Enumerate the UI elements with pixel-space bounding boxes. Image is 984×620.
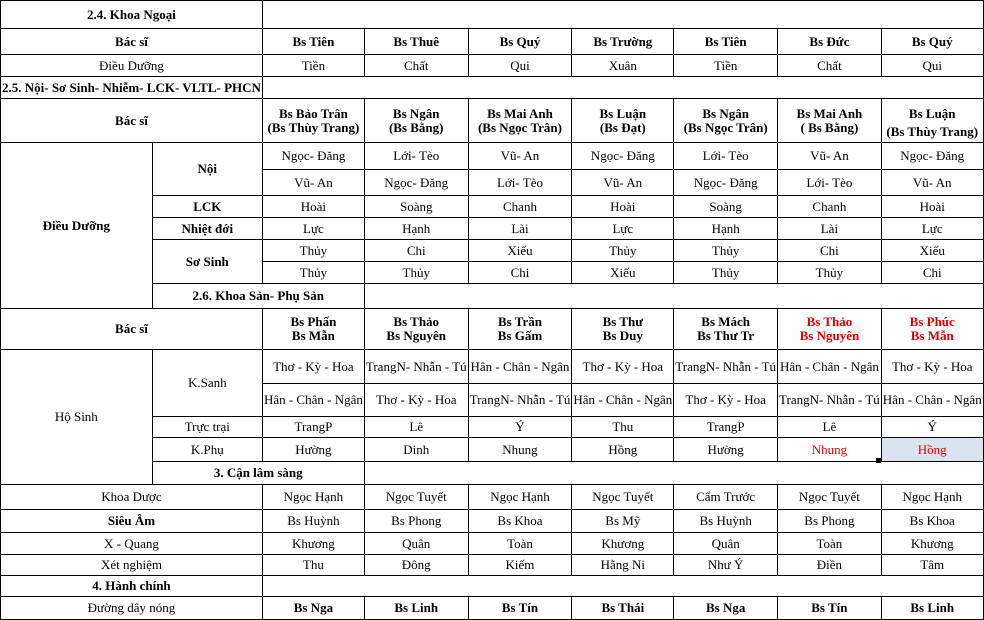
value-cell[interactable]: Quân bbox=[364, 533, 468, 555]
value-cell[interactable]: Lê bbox=[778, 417, 882, 438]
value-cell[interactable]: Ngọc- Đăng bbox=[674, 170, 778, 196]
value-cell[interactable]: Đông bbox=[364, 555, 468, 576]
value-cell[interactable]: Ngọc- Đăng bbox=[364, 170, 468, 196]
value-cell[interactable]: Dinh bbox=[364, 438, 468, 462]
doctor-cell[interactable]: Bs Trường bbox=[572, 29, 674, 55]
value-cell[interactable]: Hường bbox=[674, 438, 778, 462]
section-title-can-lam-sang[interactable]: 3. Cận lâm sàng bbox=[152, 462, 364, 485]
value-cell[interactable]: Khương bbox=[881, 533, 983, 555]
nurse-cell[interactable]: Xuân bbox=[572, 55, 674, 77]
section-row-fill[interactable] bbox=[364, 462, 983, 485]
value-cell[interactable]: Bs Phong bbox=[778, 510, 882, 533]
value-cell[interactable]: Khương bbox=[572, 533, 674, 555]
cell-line: (Bs Đạt) bbox=[599, 119, 646, 135]
value-cell[interactable]: Bs Tín bbox=[778, 597, 882, 620]
value-cell[interactable]: Hạnh bbox=[364, 218, 468, 240]
doctor-cell[interactable] bbox=[572, 309, 674, 350]
section-title-khoa-san[interactable]: 2.6. Khoa Sản- Phụ Sản bbox=[152, 284, 364, 309]
value-cell[interactable]: Chi bbox=[778, 240, 882, 262]
doctor-cell[interactable] bbox=[778, 99, 882, 143]
value-cell[interactable]: Lới- Tèo bbox=[674, 143, 778, 170]
value-cell[interactable]: Hạnh bbox=[674, 218, 778, 240]
lck-label[interactable]: LCK bbox=[152, 196, 262, 218]
value-cell[interactable]: Bs Linh bbox=[364, 597, 468, 620]
bac-si-label[interactable]: Bác sĩ bbox=[1, 99, 263, 143]
value-cell[interactable]: Lới- Tèo bbox=[364, 143, 468, 170]
value-cell[interactable]: Thơ - Kỳ - Hoa bbox=[364, 384, 468, 417]
value-cell[interactable]: Ngọc- Đăng bbox=[262, 143, 364, 170]
value-cell[interactable]: Thủy bbox=[262, 240, 364, 262]
duong-day-nong-label[interactable]: Đường dây nóng bbox=[1, 597, 263, 620]
table-row bbox=[1, 143, 984, 170]
cell-line: (Bs Thùy Trang) bbox=[886, 123, 979, 139]
value-cell[interactable]: Bs Nga bbox=[262, 597, 364, 620]
doctor-cell[interactable] bbox=[468, 99, 572, 143]
value-cell[interactable]: Hân - Chân - Ngân bbox=[468, 350, 572, 384]
value-cell[interactable]: Kiếm bbox=[468, 555, 572, 576]
value-cell[interactable]: Thủy bbox=[262, 262, 364, 284]
table-row bbox=[1, 485, 984, 510]
x-quang-label[interactable]: X - Quang bbox=[1, 533, 263, 555]
table-row bbox=[1, 1, 984, 29]
value-cell[interactable]: Hường bbox=[262, 438, 364, 462]
doctor-cell[interactable] bbox=[364, 99, 468, 143]
value-cell[interactable]: Thủy bbox=[364, 262, 468, 284]
value-cell[interactable]: Xiếu bbox=[572, 262, 674, 284]
table-row bbox=[1, 555, 984, 576]
cell-line: (Bs Ngọc Trân) bbox=[477, 119, 562, 135]
value-cell[interactable]: Chi bbox=[468, 262, 572, 284]
value-cell[interactable]: Xiếu bbox=[881, 240, 983, 262]
table-row bbox=[1, 350, 984, 384]
khoa-duoc-label[interactable]: Khoa Dược bbox=[1, 485, 263, 510]
sieu-am-label[interactable]: Siêu Âm bbox=[1, 510, 263, 533]
cell-line: Bs Mai Anh bbox=[487, 105, 553, 121]
value-cell[interactable]: Vũ- An bbox=[262, 170, 364, 196]
value-cell[interactable]: Hoài bbox=[881, 196, 983, 218]
table-row bbox=[1, 77, 984, 99]
value-cell[interactable]: Thủy bbox=[572, 240, 674, 262]
table-row bbox=[1, 510, 984, 533]
cell-line: Bs Thư Tr bbox=[697, 328, 755, 343]
value-cell[interactable]: Xiếu bbox=[468, 240, 572, 262]
cell-line: Bs Gấm bbox=[497, 328, 543, 343]
doctor-cell[interactable] bbox=[674, 309, 778, 350]
table-row bbox=[1, 597, 984, 620]
value-cell[interactable]: Lê bbox=[364, 417, 468, 438]
nurse-cell[interactable]: Chất bbox=[364, 55, 468, 77]
cell-line: Bs Trần bbox=[498, 314, 542, 329]
value-cell[interactable]: Hân - Chân - Ngân bbox=[778, 350, 882, 384]
value-cell[interactable]: Ngọc Hạnh bbox=[262, 485, 364, 510]
value-cell[interactable]: TrangN- Nhẫn - Tú bbox=[674, 350, 778, 384]
value-cell[interactable]: Hoài bbox=[262, 196, 364, 218]
doctor-cell[interactable] bbox=[674, 99, 778, 143]
doctor-cell[interactable] bbox=[881, 99, 983, 143]
value-cell[interactable]: TrangP bbox=[262, 417, 364, 438]
value-cell[interactable]: Thơ - Kỳ - Hoa bbox=[262, 350, 364, 384]
section-row-fill[interactable] bbox=[364, 284, 983, 309]
doctor-cell[interactable] bbox=[468, 309, 572, 350]
value-cell[interactable]: Bs Thái bbox=[572, 597, 674, 620]
value-cell[interactable]: Thơ - Kỳ - Hoa bbox=[572, 350, 674, 384]
value-cell[interactable]: Bs Huỳnh bbox=[262, 510, 364, 533]
cell-line: Bs Thảo bbox=[806, 314, 853, 329]
value-cell[interactable]: Bs Huỳnh bbox=[674, 510, 778, 533]
xet-nghiem-label[interactable]: Xét nghiệm bbox=[1, 555, 263, 576]
selection-fill-handle[interactable] bbox=[876, 458, 881, 463]
doctor-cell[interactable]: Bs Thuê bbox=[364, 29, 468, 55]
bac-si-label[interactable]: Bác sĩ bbox=[1, 309, 263, 350]
nurse-cell[interactable]: Qui bbox=[881, 55, 983, 77]
cell-line: ( Bs Bằng) bbox=[800, 119, 859, 135]
value-cell[interactable]: Soàng bbox=[674, 196, 778, 218]
value-cell[interactable]: Ý bbox=[468, 417, 572, 438]
value-cell[interactable]: Toàn bbox=[778, 533, 882, 555]
value-cell[interactable]: Thu bbox=[262, 555, 364, 576]
section-title-khoa-ngoai[interactable]: 2.4. Khoa Ngoại bbox=[1, 1, 263, 29]
noi-label[interactable]: Nội bbox=[152, 143, 262, 196]
nurse-cell[interactable]: Qui bbox=[468, 55, 572, 77]
cell-line: Bs Mai Anh bbox=[796, 105, 863, 121]
value-cell[interactable]: Soàng bbox=[364, 196, 468, 218]
value-cell[interactable]: Chi bbox=[364, 240, 468, 262]
cell-line: Bs Ngân bbox=[702, 105, 749, 121]
cell-line: Bs Thảo bbox=[393, 314, 440, 329]
value-cell[interactable]: Hồng bbox=[572, 438, 674, 462]
value-cell[interactable]: Ngọc Hạnh bbox=[881, 485, 983, 510]
dieu-duong-label[interactable]: Điều Dưỡng bbox=[1, 55, 263, 77]
value-cell[interactable]: TrangN- Nhẫn - Tú bbox=[778, 384, 882, 417]
value-cell[interactable]: Lới- Tèo bbox=[778, 170, 882, 196]
doctor-cell[interactable] bbox=[572, 99, 674, 143]
cell-line: (Bs Thùy Trang) bbox=[267, 119, 360, 135]
cell-line: Bs Duy bbox=[602, 328, 643, 343]
value-cell[interactable]: Khương bbox=[262, 533, 364, 555]
doctor-cell[interactable]: Bs Quý bbox=[468, 29, 572, 55]
value-cell[interactable]: Hằng Ni bbox=[572, 555, 674, 576]
value-cell[interactable]: Thơ - Kỳ - Hoa bbox=[881, 350, 983, 384]
doctor-cell[interactable] bbox=[262, 99, 364, 143]
value-cell[interactable]: Hân - Chân - Ngân bbox=[262, 384, 364, 417]
value-cell[interactable]: Lực bbox=[572, 218, 674, 240]
section-title-noi[interactable]: 2.5. Nội- Sơ Sinh- Nhiễm- LCK- VLTL- PHCN bbox=[1, 77, 263, 99]
value-cell[interactable]: Vũ- An bbox=[468, 143, 572, 170]
section-row-fill[interactable] bbox=[262, 77, 983, 99]
value-cell[interactable]: Nhung bbox=[778, 438, 882, 462]
cell-line: Bs Mẫn bbox=[291, 328, 335, 343]
cell-line: Bs Phấn bbox=[290, 314, 337, 329]
value-cell[interactable]: Ý bbox=[881, 417, 983, 438]
doctor-cell[interactable] bbox=[881, 309, 983, 350]
cell-line: Bs Thư bbox=[602, 314, 644, 329]
cell-line: Bs Luận bbox=[599, 105, 647, 121]
cell-line: Bs Luận bbox=[908, 105, 956, 121]
value-cell[interactable]: Lới- Tèo bbox=[468, 170, 572, 196]
value-cell[interactable]: Toàn bbox=[468, 533, 572, 555]
doctor-cell[interactable] bbox=[364, 309, 468, 350]
value-cell[interactable]: Thủy bbox=[674, 240, 778, 262]
value-cell[interactable]: Ngọc- Đăng bbox=[572, 143, 674, 170]
dieu-duong-label[interactable]: Điều Dưỡng bbox=[1, 143, 153, 309]
doctor-cell[interactable]: Bs Tiên bbox=[674, 29, 778, 55]
value-cell[interactable]: Hồng bbox=[881, 438, 983, 462]
cell-line: Bs Ngân bbox=[392, 105, 440, 121]
value-cell[interactable]: Thủy bbox=[778, 262, 882, 284]
cell-line: Bs Nguyên bbox=[799, 328, 860, 343]
value-cell[interactable]: Bs Linh bbox=[881, 597, 983, 620]
value-cell[interactable]: Lài bbox=[778, 218, 882, 240]
value-cell[interactable]: Ngọc- Đăng bbox=[881, 143, 983, 170]
k-sanh-label[interactable]: K.Sanh bbox=[152, 350, 262, 417]
cell-line: Bs Bảo Trân bbox=[278, 105, 348, 121]
cell-line: (Bs Ngọc Trân) bbox=[683, 119, 768, 135]
value-cell[interactable]: Thơ - Kỳ - Hoa bbox=[674, 384, 778, 417]
nurse-cell[interactable]: Tiền bbox=[674, 55, 778, 77]
value-cell[interactable]: Vũ- An bbox=[881, 170, 983, 196]
doctor-cell[interactable] bbox=[262, 309, 364, 350]
bac-si-label[interactable]: Bác sĩ bbox=[1, 29, 263, 55]
ho-sinh-label[interactable]: Hộ Sinh bbox=[1, 350, 153, 485]
nurse-cell[interactable]: Chất bbox=[778, 55, 882, 77]
value-cell[interactable]: Hân - Chân - Ngân bbox=[572, 384, 674, 417]
value-cell[interactable]: Như Ý bbox=[674, 555, 778, 576]
value-cell[interactable]: Ngọc Tuyết bbox=[572, 485, 674, 510]
value-cell[interactable]: TrangP bbox=[674, 417, 778, 438]
value-cell[interactable]: Ngọc Hạnh bbox=[468, 485, 572, 510]
value-cell[interactable]: Bs Khoa bbox=[468, 510, 572, 533]
value-cell[interactable]: Bs Nga bbox=[674, 597, 778, 620]
value-cell[interactable]: Điền bbox=[778, 555, 882, 576]
value-cell[interactable]: Vũ- An bbox=[572, 170, 674, 196]
value-cell[interactable]: Lực bbox=[881, 218, 983, 240]
value-cell[interactable]: Bs Mỹ bbox=[572, 510, 674, 533]
nhiet-doi-label[interactable]: Nhiệt đới bbox=[152, 218, 262, 240]
truc-trai-label[interactable]: Trực trại bbox=[152, 417, 262, 438]
section-title-hanh-chinh[interactable]: 4. Hành chính bbox=[1, 576, 263, 597]
value-cell[interactable]: Chi bbox=[881, 262, 983, 284]
value-cell[interactable]: Hân - Chân - Ngân bbox=[881, 384, 983, 417]
table-row bbox=[1, 533, 984, 555]
table-row bbox=[1, 55, 984, 77]
value-cell[interactable]: Ngọc Tuyết bbox=[778, 485, 882, 510]
value-cell[interactable]: Cẩm Trước bbox=[674, 485, 778, 510]
so-sinh-label[interactable]: Sơ Sinh bbox=[152, 240, 262, 284]
section-row-fill[interactable] bbox=[262, 576, 983, 597]
value-cell[interactable]: Nhung bbox=[468, 438, 572, 462]
doctor-cell[interactable]: Bs Đức bbox=[778, 29, 882, 55]
cell-line: Bs Mách bbox=[701, 314, 751, 329]
value-cell[interactable]: TrangN- Nhẫn - Tú bbox=[468, 384, 572, 417]
nurse-cell[interactable]: Tiền bbox=[262, 55, 364, 77]
value-cell[interactable]: TrangN- Nhẫn - Tú bbox=[364, 350, 468, 384]
doctor-cell[interactable] bbox=[778, 309, 882, 350]
value-cell[interactable]: Thủy bbox=[674, 262, 778, 284]
doctor-cell[interactable]: Bs Quý bbox=[881, 29, 983, 55]
value-cell[interactable]: Ngọc Tuyết bbox=[364, 485, 468, 510]
cell-line: Bs Mẫn bbox=[910, 328, 954, 343]
cell-line: (Bs Bằng) bbox=[388, 119, 444, 135]
value-cell[interactable]: Tâm bbox=[881, 555, 983, 576]
cell-line: Bs Phúc bbox=[909, 314, 955, 329]
value-cell[interactable]: Quân bbox=[674, 533, 778, 555]
k-phu-label[interactable]: K.Phụ bbox=[152, 438, 262, 462]
value-cell[interactable]: Thu bbox=[572, 417, 674, 438]
value-cell[interactable]: Vũ- An bbox=[778, 143, 882, 170]
table-row bbox=[1, 309, 984, 350]
value-cell[interactable]: Chanh bbox=[468, 196, 572, 218]
section-row-fill[interactable] bbox=[262, 1, 983, 29]
value-cell[interactable]: Bs Tín bbox=[468, 597, 572, 620]
value-cell[interactable]: Hoài bbox=[572, 196, 674, 218]
doctor-cell[interactable]: Bs Tiên bbox=[262, 29, 364, 55]
value-cell[interactable]: Chanh bbox=[778, 196, 882, 218]
table-row bbox=[1, 99, 984, 143]
value-cell[interactable]: Bs Phong bbox=[364, 510, 468, 533]
value-cell[interactable]: Bs Khoa bbox=[881, 510, 983, 533]
table-row bbox=[1, 29, 984, 55]
value-cell[interactable]: Lực bbox=[262, 218, 364, 240]
cell-line: Bs Nguyên bbox=[386, 328, 447, 343]
value-cell[interactable]: Lài bbox=[468, 218, 572, 240]
table-row bbox=[1, 576, 984, 597]
